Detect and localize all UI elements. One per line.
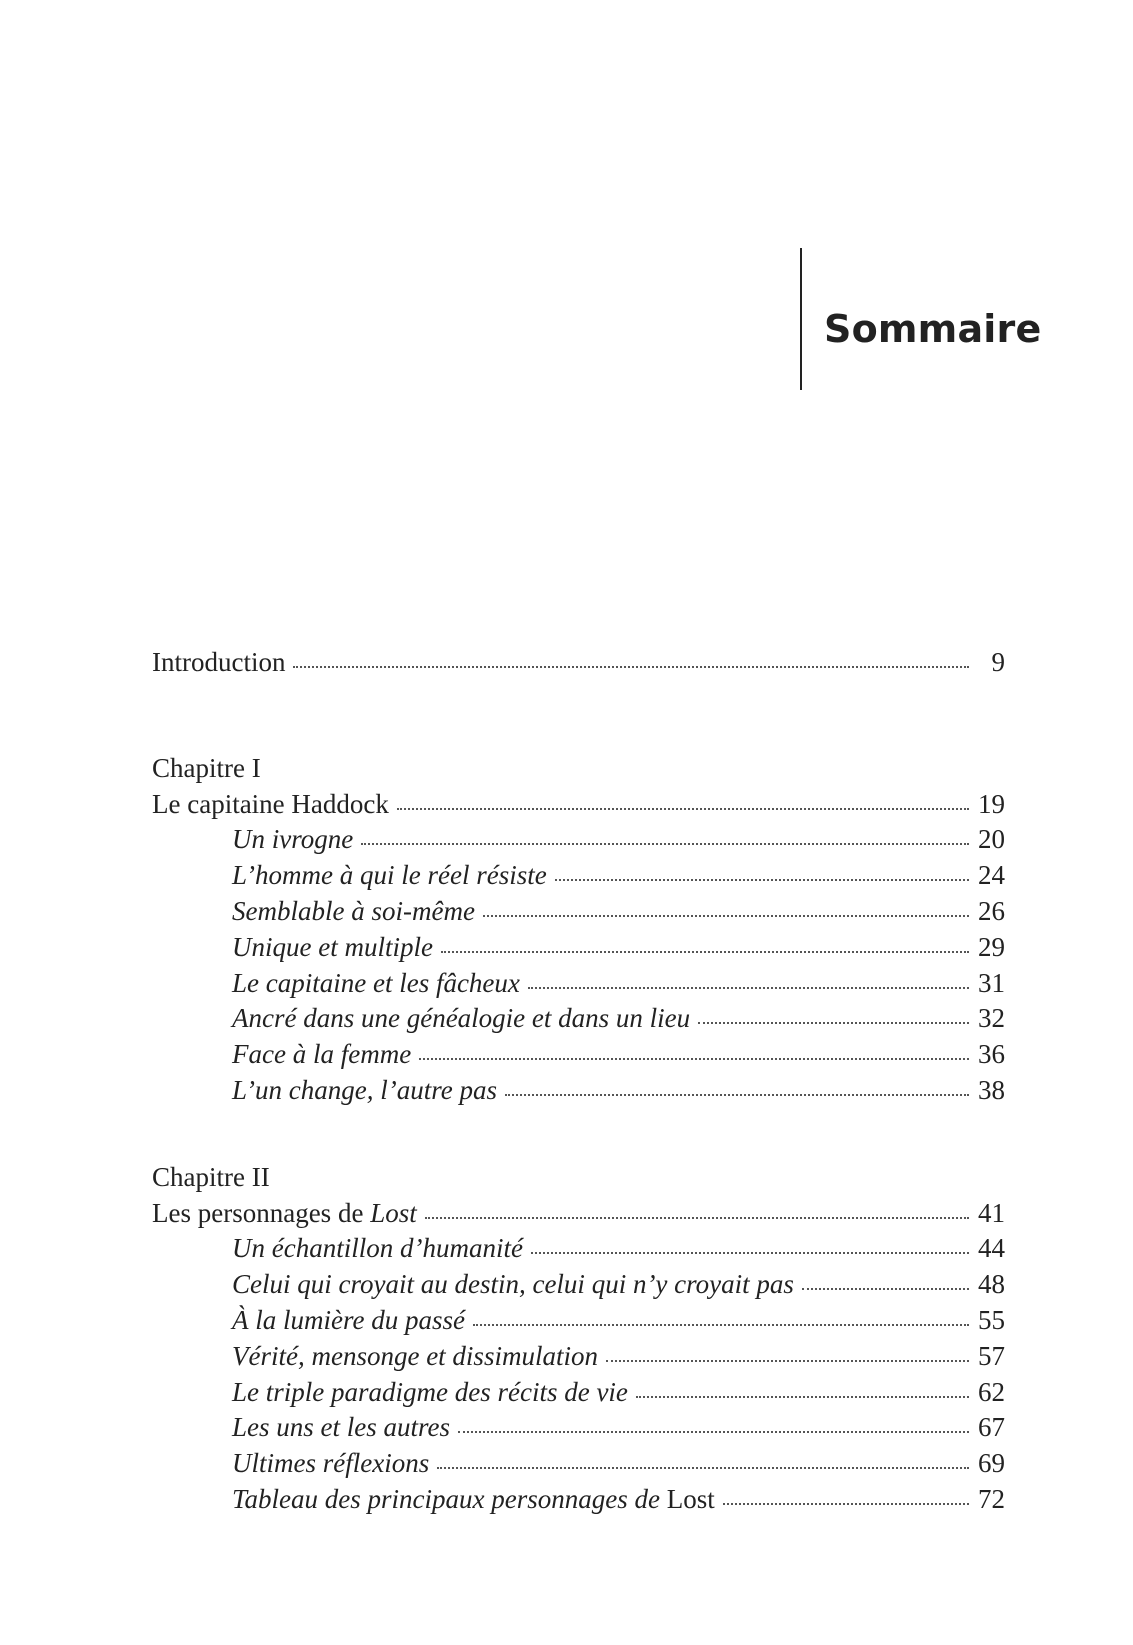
dot-leader: [528, 986, 969, 989]
toc-entry-label: Le capitaine et les fâcheux: [232, 967, 520, 998]
dot-leader: [361, 842, 969, 845]
toc-entry-section[interactable]: [152, 1267, 1005, 1303]
toc-entry-label: Introduction: [152, 647, 286, 677]
toc-entry-section[interactable]: [152, 1231, 1005, 1267]
toc-page-number: 72: [978, 1483, 1005, 1514]
toc-page-number: 69: [978, 1448, 1005, 1479]
toc-entry-label: À la lumière du passé: [232, 1304, 465, 1335]
toc-entry-section[interactable]: [152, 1001, 1005, 1037]
toc-entry-introduction[interactable]: [152, 645, 1005, 681]
dot-leader: [698, 1021, 969, 1024]
toc-page-number: 62: [978, 1376, 1005, 1407]
chapter-title-emphasis: Lost: [370, 1197, 417, 1228]
title-rule: [800, 248, 802, 390]
toc-page-number: 32: [978, 1003, 1005, 1034]
toc-entry-chapter[interactable]: [152, 1196, 1005, 1232]
dot-leader: [555, 878, 969, 881]
toc-entry-label: Unique et multiple: [232, 931, 433, 962]
toc-entry-label: Un ivrogne: [232, 824, 354, 855]
chapter-heading: Chapitre I: [152, 752, 261, 783]
toc-entry-section[interactable]: [152, 1482, 1005, 1518]
dot-leader: [606, 1359, 969, 1362]
toc-entry-label: Ultimes réflexions: [232, 1448, 430, 1479]
toc-page-number: 44: [978, 1233, 1005, 1264]
page-title: Sommaire: [824, 307, 1042, 351]
chapter-title-text: Les personnages de: [152, 1197, 371, 1228]
toc-entry-section[interactable]: [152, 1410, 1005, 1446]
toc-entry-label: Le capitaine Haddock: [152, 788, 389, 819]
toc-entry-section[interactable]: [152, 1446, 1005, 1482]
toc-page-number: 48: [978, 1269, 1005, 1300]
dot-leader: [531, 1251, 969, 1254]
toc-entry-section[interactable]: [152, 966, 1005, 1002]
toc-page-number: 26: [978, 895, 1005, 926]
toc-entry-label: Le triple paradigme des récits de vie: [232, 1376, 628, 1407]
toc-entry-label: [152, 1196, 417, 1232]
toc-entry-label: Ancré dans une généalogie et dans un lieu: [232, 1003, 691, 1034]
toc-entry-label: Face à la femme: [232, 1039, 412, 1070]
toc-entry-label: Les uns et les autres: [232, 1412, 450, 1443]
toc-entry-label: L’un change, l’autre pas: [232, 1074, 497, 1105]
toc-entry-label: [232, 1482, 715, 1518]
dot-leader: [723, 1502, 969, 1505]
toc-entry-section[interactable]: [152, 894, 1005, 930]
chapter-heading: Chapitre II: [152, 1161, 270, 1192]
dot-leader: [293, 665, 969, 668]
section-title-text: Tableau des principaux personnages de: [232, 1483, 667, 1514]
toc-page-number: 24: [978, 860, 1005, 891]
toc-entry-section[interactable]: [152, 1303, 1005, 1339]
dot-leader: [425, 1216, 969, 1219]
toc-page-number: 9: [991, 647, 1005, 677]
toc-entry-section[interactable]: [152, 822, 1005, 858]
toc-page-number: 57: [978, 1340, 1005, 1371]
toc-page-number: 31: [978, 967, 1005, 998]
toc-entry-section[interactable]: [152, 1339, 1005, 1375]
dot-leader: [441, 950, 969, 953]
dot-leader: [419, 1057, 969, 1060]
dot-leader: [483, 914, 969, 917]
dot-leader: [397, 807, 969, 810]
toc-page-number: 55: [978, 1304, 1005, 1335]
toc-page-number: 38: [978, 1074, 1005, 1105]
dot-leader: [505, 1093, 969, 1096]
toc-page-number: 36: [978, 1039, 1005, 1070]
toc-page-number: 67: [978, 1412, 1005, 1443]
toc-entry-chapter[interactable]: [152, 787, 1005, 823]
dot-leader: [802, 1287, 969, 1290]
toc-page-number: 20: [978, 824, 1005, 855]
toc-entry-section[interactable]: [152, 1073, 1005, 1109]
toc-entry-label: L’homme à qui le réel résiste: [232, 860, 547, 891]
toc-entry-section[interactable]: [152, 1037, 1005, 1073]
dot-leader: [437, 1466, 969, 1469]
toc-entry-section[interactable]: [152, 1375, 1005, 1411]
toc-entry-label: Vérité, mensonge et dissimulation: [232, 1340, 598, 1371]
toc-entry-label: Semblable à soi-même: [232, 895, 475, 926]
toc-page-number: 19: [978, 788, 1005, 819]
toc-entry-section[interactable]: [152, 858, 1005, 894]
toc-page-number: 41: [978, 1197, 1005, 1228]
toc-entry-label: Celui qui croyait au destin, celui qui n’y croyait pas: [232, 1269, 794, 1300]
dot-leader: [458, 1430, 969, 1433]
table-of-contents: [152, 645, 1005, 1518]
dot-leader: [636, 1395, 969, 1398]
toc-entry-label: Un échantillon d’humanité: [232, 1233, 523, 1264]
dot-leader: [473, 1323, 969, 1326]
section-title-roman: Lost: [666, 1483, 715, 1514]
toc-page-number: 29: [978, 931, 1005, 962]
toc-entry-section[interactable]: [152, 930, 1005, 966]
